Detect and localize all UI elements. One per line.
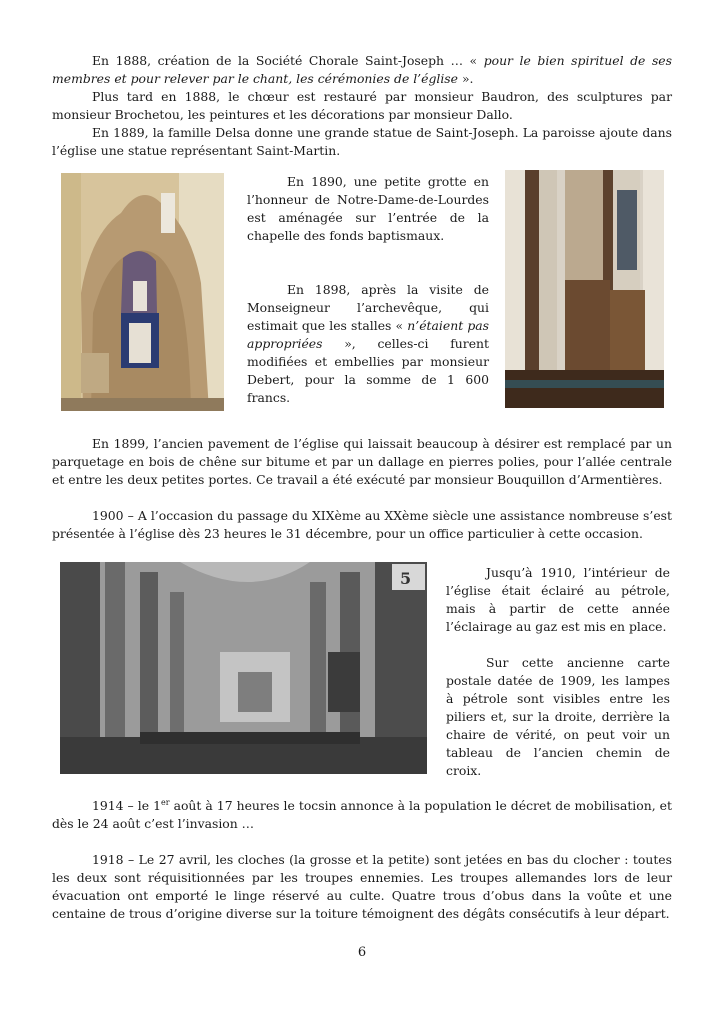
- intro-section: [52, 52, 672, 160]
- photo-grotto-lourdes: [61, 173, 224, 411]
- photo-stalles: [505, 170, 664, 408]
- text-fragment: août à 17 heures le tocsin annonce à la population le décret de mobilisation, et dès le 24 août c’est l’invasion …: [52, 798, 672, 831]
- paragraph-1888-chorale: [52, 52, 672, 88]
- text-fragment: », celles-ci furent modifiées et embellies par monsieur Debert, pour la somme de 1 600 francs.: [247, 336, 489, 405]
- paragraph-1888-choeur: Plus tard en 1888, le chœur est restauré par monsieur Baudron, des sculptures par monsieur Brochetou, les peintures et les décorations par monsieur Dallo.: [52, 89, 672, 122]
- postcard-stamp-number: 5: [400, 569, 412, 588]
- paragraph-1914-mobilisation: [52, 797, 672, 833]
- paragraph-1914-block: [52, 797, 672, 833]
- quote-stalles: n’étaient pas appropriées: [247, 318, 489, 351]
- text-fragment: En 1898, après la visite de Monseigneur l’archevêque, qui estimait que les stalles «: [247, 282, 489, 333]
- paragraph-1900-office: 1900 – A l’occasion du passage du XIXème au XXème siècle une assistance nombreuse s’est présentée à l’église dès 23 heures le 31 décembre, pour un office particulier à cette occasion.: [52, 508, 672, 541]
- page-number: 6: [357, 945, 367, 960]
- text-fragment: En 1888, création de la Société Chorale Saint-Joseph … «: [92, 53, 484, 68]
- paragraph-1899-pavement: En 1899, l’ancien pavement de l’église qui laissait beaucoup à désirer est remplacé par un parquetage en bois de chêne sur bitume et par un dallage en pierres polies, pour l’allée centrale et entre les deux petites portes. Ce travail a été exécuté par monsieur Bouquillon d’Armentières.: [52, 436, 672, 487]
- paragraph-1898-stalles: [247, 281, 489, 407]
- text-fragment: ».: [458, 71, 474, 86]
- paragraph-1899-pavement-block: [52, 435, 672, 489]
- paragraph-1889-statue: En 1889, la famille Delsa donne une grande statue de Saint-Joseph. La paroisse ajoute dans l’église une statue représentant Saint-Martin.: [52, 125, 672, 158]
- paragraph-1900-block: [52, 507, 672, 543]
- paragraph-1918-block: [52, 851, 672, 923]
- paragraph-1918-cloches: 1918 – Le 27 avril, les cloches (la grosse et la petite) sont jetées en bas du clocher : toutes les deux sont réquisitionnées par les troupes ennemies. Les troupes allemandes lors de leur évacuation ont emporté le linge réservé au culte. Quatre trous d’obus dans la voûte et une centaine de trous d’origine diverse sur la toiture témoignent des dégâts consécutifs à leur départ.: [52, 852, 672, 921]
- superscript-er: er: [160, 797, 170, 807]
- section-1890-1898: [247, 173, 489, 407]
- paragraph-1890-grotte: En 1890, une petite grotte en l’honneur de Notre-Dame-de-Lourdes est aménagée sur l’entrée de la chapelle des fonds baptismaux.: [247, 174, 489, 243]
- quote-chorale: pour le bien spirituel de ses membres et pour relever par le chant, les cérémonies de l’église: [52, 53, 672, 86]
- section-1910-gaz: [446, 564, 670, 780]
- text-fragment: 1914 – le 1: [92, 798, 161, 813]
- photo-postcard-interior-1909: [60, 562, 427, 774]
- paragraph-carte-postale-1909: Sur cette ancienne carte postale datée de 1909, les lampes à pétrole sont visibles entre les piliers et, sur la droite, derrière la chaire de vérité, on peut voir un tableau de l’ancien chemin de croix.: [446, 655, 670, 778]
- paragraph-1910-eclairage: Jusqu’à 1910, l’intérieur de l’église était éclairé au pétrole, mais à partir de cette année l’éclairage au gaz est mis en place.: [446, 565, 670, 634]
